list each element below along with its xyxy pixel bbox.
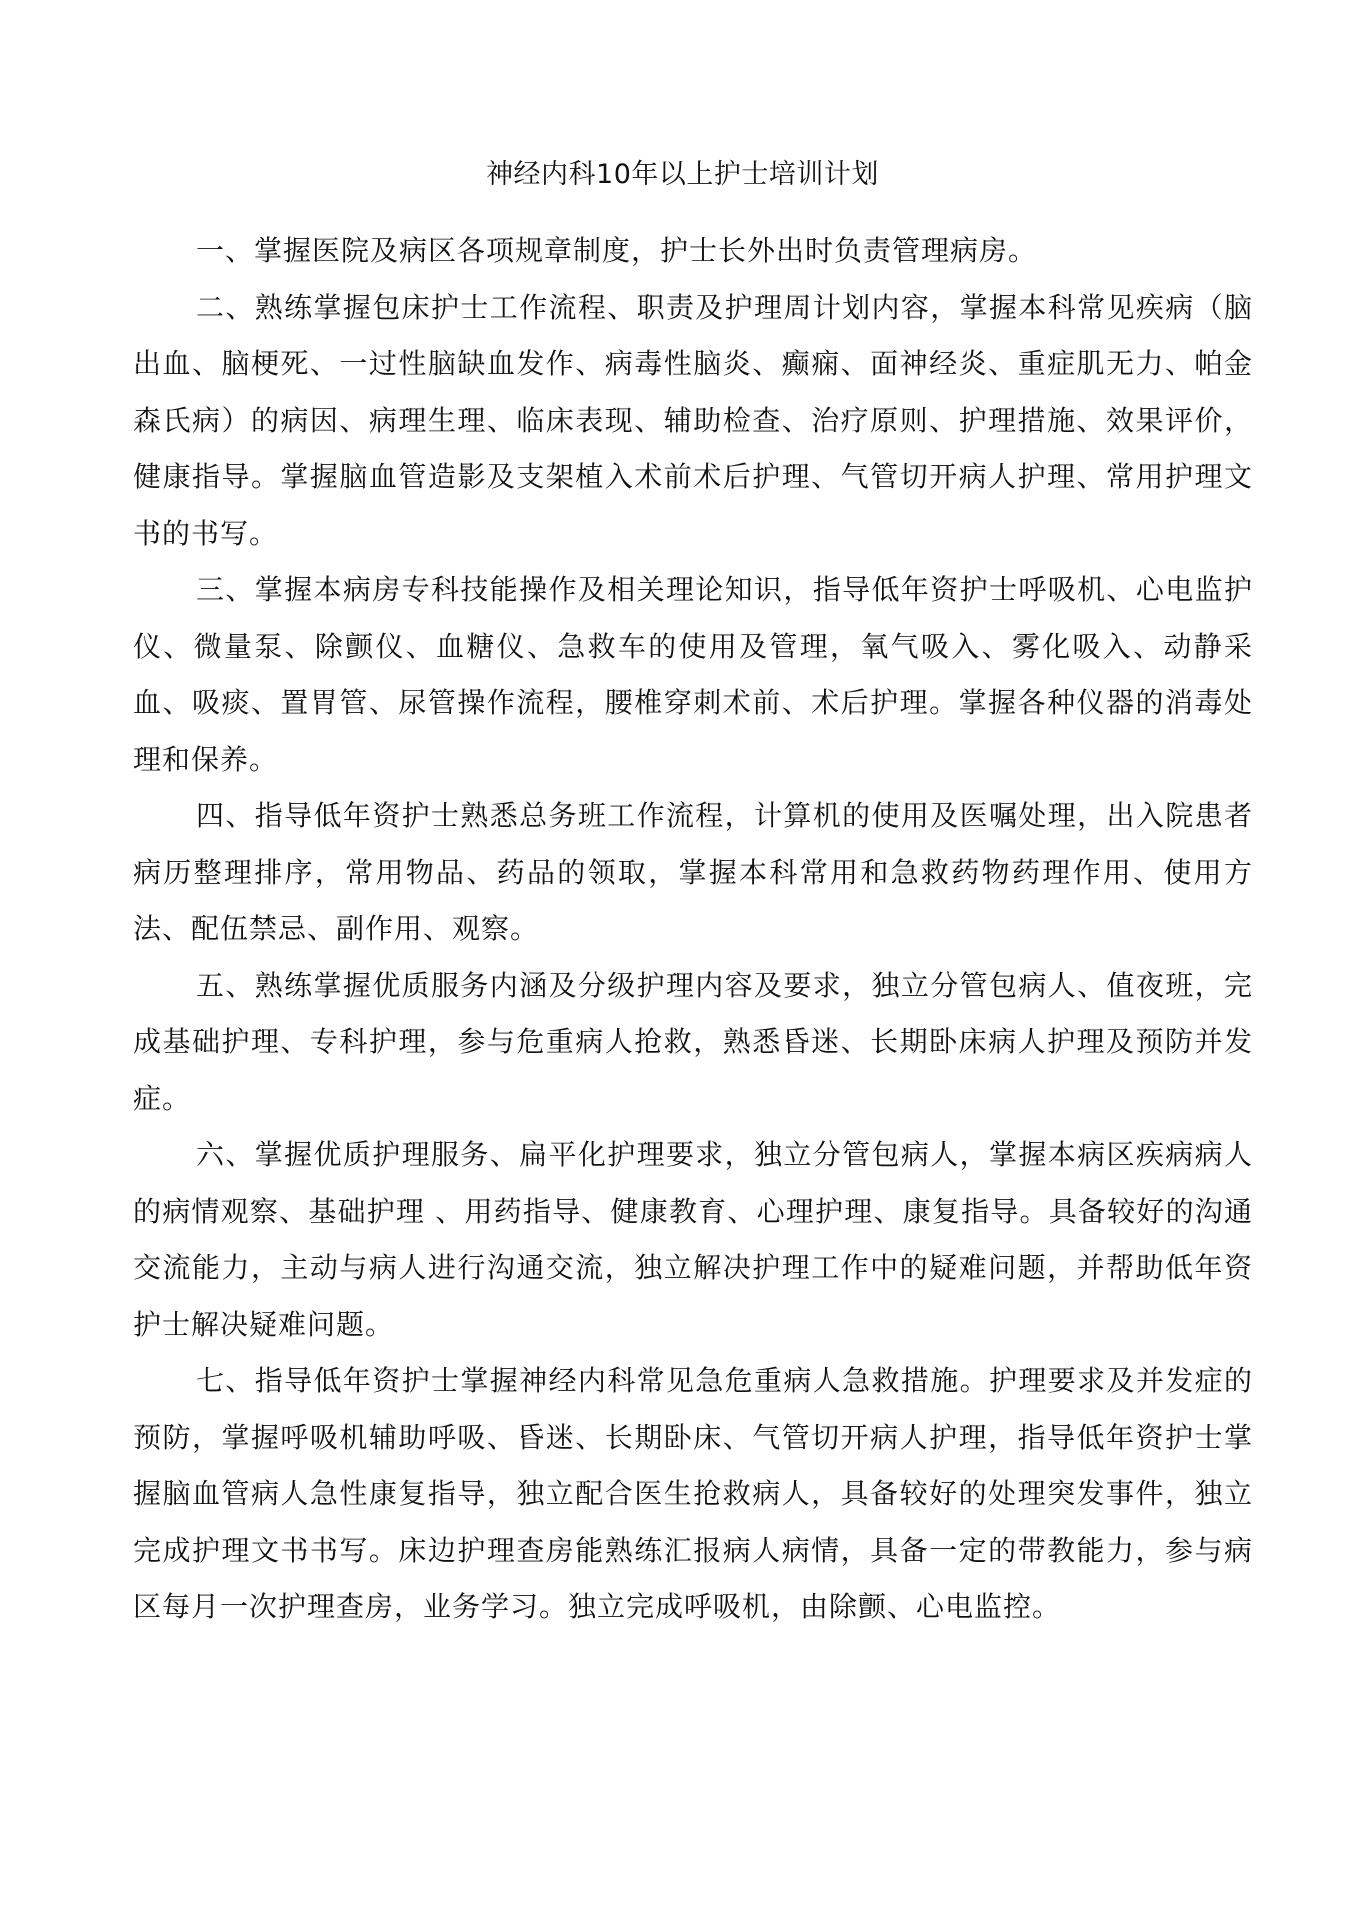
paragraph-6: 六、掌握优质护理服务、扁平化护理要求，独立分管包病人，掌握本病区疾病病人的病情观察、基础护理 、用药指导、健康教育、心理护理、康复指导。具备较好的沟通交流能力，主动与病人进行沟通交流，独立解决护理工作中的疑难问题，并帮助低年资护士解决疑难问题。	[133, 1138, 1253, 1341]
paragraph-5: 五、熟练掌握优质服务内涵及分级护理内容及要求，独立分管包病人、值夜班，完成基础护理、专科护理，参与危重病人抢救，熟悉昏迷、长期卧床病人护理及预防并发症。	[133, 968, 1253, 1115]
paragraph-1: 一、掌握医院及病区各项规章制度，护士长外出时负责管理病房。	[196, 234, 1038, 267]
document-body	[133, 223, 1253, 1636]
document-title: 神经内科10年以上护士培训计划	[486, 159, 879, 190]
paragraph-2: 二、熟练掌握包床护士工作流程、职责及护理周计划内容，掌握本科常见疾病（脑出血、脑梗死、一过性脑缺血发作、病毒性脑炎、癫痫、面神经炎、重症肌无力、帕金森氏病）的病因、病理生理、临床表现、辅助检查、治疗原则、护理措施、效果评价，健康指导。掌握脑血管造影及支架植入术前术后护理、气管切开病人护理、常用护理文书的书写。	[133, 290, 1253, 550]
paragraph-7: 七、指导低年资护士掌握神经内科常见急危重病人急救措施。护理要求及并发症的预防，掌握呼吸机辅助呼吸、昏迷、长期卧床、气管切开病人护理，指导低年资护士掌握脑血管病人急性康复指导，独立配合医生抢救病人，具备较好的处理突发事件，独立完成护理文书书写。床边护理查房能熟练汇报病人病情，具备一定的带教能力，参与病区每月一次护理查房，业务学习。独立完成呼吸机，由除颤、心电监控。	[133, 1364, 1253, 1623]
paragraph-3: 三、掌握本病房专科技能操作及相关理论知识，指导低年资护士呼吸机、心电监护仪、微量泵、除颤仪、血糖仪、急救车的使用及管理，氧气吸入、雾化吸入、动静采血、吸痰、置胃管、尿管操作流程，腰椎穿刺术前、术后护理。掌握各种仪器的消毒处理和保养。	[133, 573, 1253, 776]
paragraph-4: 四、指导低年资护士熟悉总务班工作流程，计算机的使用及医嘱处理，出入院患者病历整理排序，常用物品、药品的领取，掌握本科常用和急救药物药理作用、使用方法、配伍禁忌、副作用、观察。	[133, 799, 1253, 945]
